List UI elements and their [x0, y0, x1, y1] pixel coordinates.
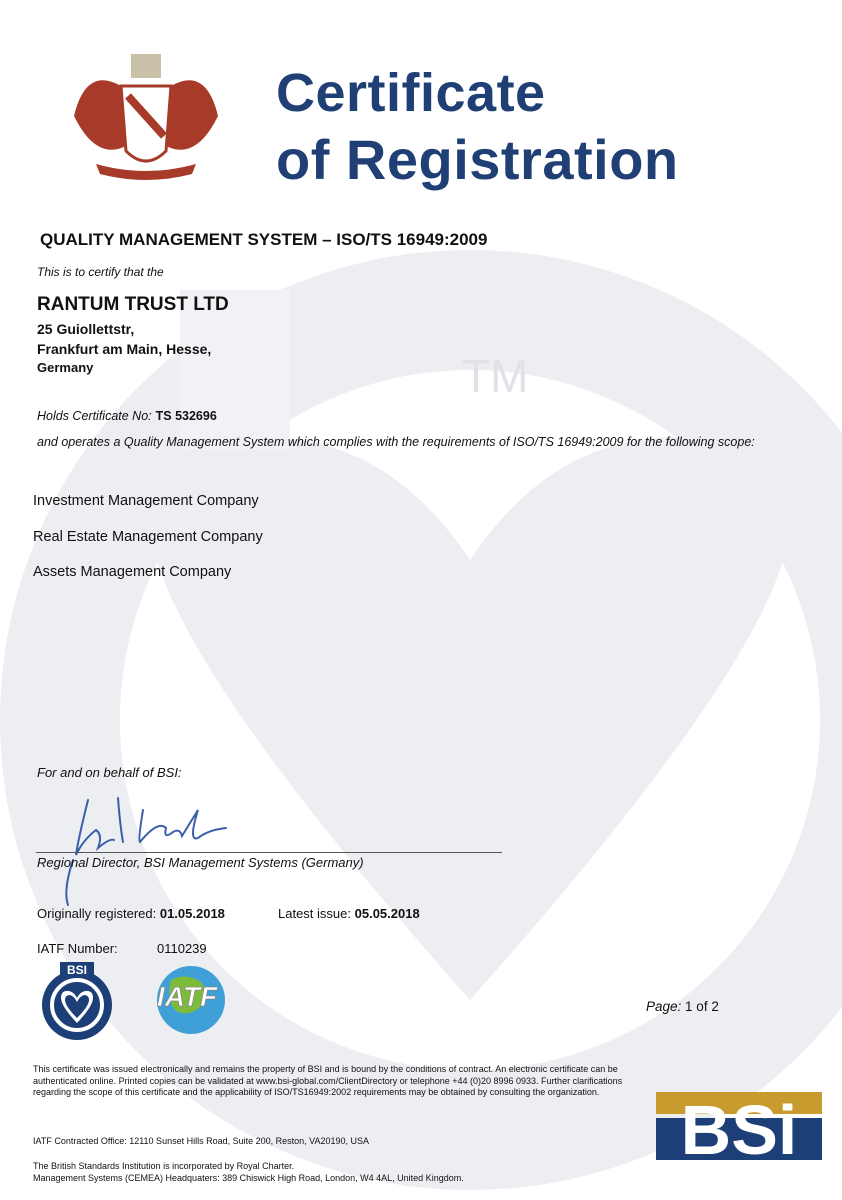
signature-line: [36, 852, 502, 853]
company-name: RANTUM TRUST LTD: [37, 294, 229, 315]
scope-item: Real Estate Management Company: [33, 529, 263, 545]
latest-issue-date: 05.05.2018: [354, 906, 420, 921]
scope-item: Assets Management Company: [33, 564, 232, 580]
on-behalf-label: For and on behalf of BSI:: [37, 765, 182, 780]
page-number: [646, 999, 719, 1014]
page-number-label: Page:: [646, 999, 682, 1014]
iatf-globe-logo: [141, 960, 233, 1038]
iatf-logo-text: IATF: [156, 981, 218, 1012]
iatf-number: 0110239: [157, 941, 207, 956]
footer-notice: This certificate was issued electronically and remains the property of BSI and is bound by the conditions of contract. An electronic certificate can be authenticated online. Printed copies can be validated at www.bsi-global.com/ClientDirectory or telephone +44 (0)20 8996 0933. Further clarifications regarding the scope of this certificate and the applicability of ISO/TS16949:2002 requirements may be obtained by consulting the organization.: [33, 1064, 623, 1097]
watermark-tm: TM: [462, 350, 529, 402]
certificate-number-label: Holds Certificate No:: [37, 409, 152, 423]
certificate-number-row: [37, 409, 217, 423]
iatf-number-label: IATF Number:: [37, 941, 118, 956]
latest-issue-label: Latest issue:: [278, 906, 351, 921]
bsi-logo: [654, 1088, 824, 1164]
certify-intro: This is to certify that the: [37, 265, 164, 279]
headquarters-line: Management Systems (CEMEA) Headquaters: 389 Chiswick High Road, London, W4 4AL, United Kingdom.: [33, 1172, 464, 1183]
certificate-subtitle: of Registration: [276, 128, 679, 191]
certificate-number: TS 532696: [155, 409, 217, 423]
originally-registered-label: Originally registered:: [37, 906, 157, 921]
royal-charter-line: The British Standards Institution is incorporated by Royal Charter.: [33, 1161, 295, 1171]
compliance-statement: and operates a Quality Management System which complies with the requirements of ISO/TS 16949:2009 for the following scope:: [37, 435, 755, 449]
handwritten-signature: [48, 780, 278, 920]
latest-issue: [278, 906, 420, 921]
bsi-logo-text: BSi: [680, 1091, 798, 1164]
originally-registered-date: 01.05.2018: [159, 906, 225, 921]
standard-heading: QUALITY MANAGEMENT SYSTEM – ISO/TS 16949:2009: [40, 230, 488, 249]
page-number-value: 1 of 2: [685, 999, 719, 1014]
iatf-office-address: IATF Contracted Office: 12110 Sunset Hills Road, Suite 200, Reston, VA20190, USA: [33, 1136, 370, 1146]
footer-charter: [33, 1161, 464, 1184]
bsi-kitemark-text: BSI: [66, 963, 88, 977]
royal-crest-emblem: [66, 46, 226, 186]
scope-item: Investment Management Company: [33, 493, 259, 509]
signatory-role: Regional Director, BSI Management Systems (Germany): [37, 855, 364, 870]
address-line: Frankfurt am Main, Hesse,: [37, 341, 212, 357]
address-line: 25 Guiollettstr,: [37, 321, 135, 337]
certificate-title: Certificate: [276, 63, 546, 123]
bsi-kitemark-logo: [36, 960, 118, 1042]
address-line: Germany: [37, 360, 94, 375]
originally-registered: [37, 906, 225, 921]
